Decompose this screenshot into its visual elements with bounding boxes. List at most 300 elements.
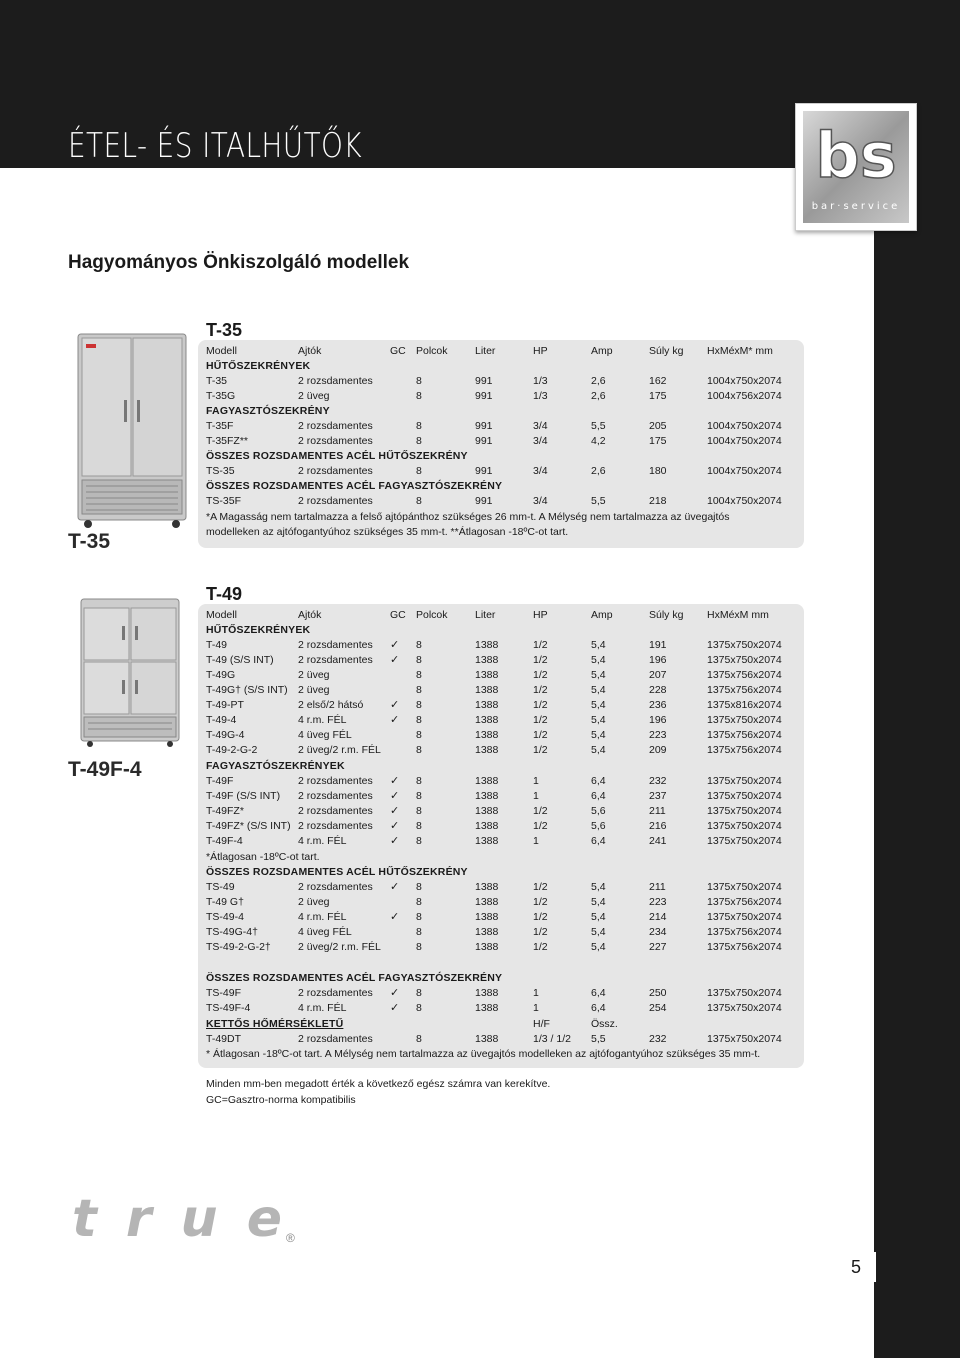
table-cell: 1/2 bbox=[533, 699, 548, 711]
table-cell: 241 bbox=[649, 835, 667, 847]
table-cell: 228 bbox=[649, 684, 667, 696]
table-row bbox=[198, 419, 804, 434]
category-label: HŰTŐSZEKRÉNYEK bbox=[206, 360, 311, 372]
table-row bbox=[198, 683, 804, 698]
t35-note-line1: *A Magasság nem tartalmazza a felső ajtópánthoz szükséges 26 mm-t. A Mélység nem tartalmazza az üvegajtós bbox=[206, 511, 730, 523]
table-cell: 8 bbox=[416, 495, 422, 507]
table-cell: 1388 bbox=[475, 775, 499, 787]
table-cell: 8 bbox=[416, 835, 422, 847]
t49f4-refrigerator-image bbox=[78, 596, 182, 748]
table-cell: 8 bbox=[416, 654, 422, 666]
col-header: Amp bbox=[591, 345, 613, 357]
table-cell: T-49FZ* (S/S INT) bbox=[206, 820, 291, 832]
t49-image-label: T-49F-4 bbox=[68, 758, 142, 781]
table-cell: 1375x750x2074 bbox=[707, 654, 782, 666]
col-header: Súly kg bbox=[649, 345, 684, 357]
table-cell: 5,4 bbox=[591, 926, 606, 938]
table-cell: 1/2 bbox=[533, 805, 548, 817]
table-cell: 214 bbox=[649, 911, 667, 923]
table-cell: 8 bbox=[416, 941, 422, 953]
table-cell: 1375x750x2074 bbox=[707, 805, 782, 817]
table-cell: 8 bbox=[416, 714, 422, 726]
gc-check-icon: ✓ bbox=[390, 987, 400, 999]
col-header: Liter bbox=[475, 345, 496, 357]
table-cell: TS-49F-4 bbox=[206, 1002, 251, 1014]
table-cell: 1/2 bbox=[533, 684, 548, 696]
gc-check-icon: ✓ bbox=[390, 714, 400, 726]
category-label: FAGYASZTÓSZEKRÉNY bbox=[206, 405, 330, 417]
table-cell: 1388 bbox=[475, 669, 499, 681]
table-cell: 1388 bbox=[475, 699, 499, 711]
category-label: ÖSSZES ROZSDAMENTES ACÉL HŰTŐSZEKRÉNY bbox=[206, 450, 468, 462]
table-row bbox=[198, 925, 804, 940]
table-row bbox=[198, 713, 804, 728]
table-cell: 1/3 / 1/2 bbox=[533, 1033, 571, 1045]
table-row bbox=[198, 910, 804, 925]
t49-fagy-note: *Átlagosan -18ºC-ot tart. bbox=[206, 851, 320, 863]
footnote-rounding: Minden mm-ben megadott érték a következő egész számra van kerekítve. bbox=[206, 1078, 551, 1090]
table-cell: 6,4 bbox=[591, 775, 606, 787]
table-cell: 2,6 bbox=[591, 390, 606, 402]
t35-note-line2: modelleken az ajtófogantyúhoz szükséges 35 mm-t. **Átlagosan -18ºC-ot tart. bbox=[206, 526, 569, 538]
table-cell: 5,4 bbox=[591, 911, 606, 923]
table-row bbox=[198, 1032, 804, 1047]
table-cell: 2 rozsdamentes bbox=[298, 1033, 373, 1045]
table-cell: T-49F-4 bbox=[206, 835, 243, 847]
table-cell: 8 bbox=[416, 744, 422, 756]
table-cell: 232 bbox=[649, 775, 667, 787]
table-cell: 1375x750x2074 bbox=[707, 790, 782, 802]
table-cell: 4 r.m. FÉL bbox=[298, 714, 347, 726]
table-cell: 2 rozsdamentes bbox=[298, 820, 373, 832]
col-header: Polcok bbox=[416, 345, 448, 357]
table-cell: 1 bbox=[533, 987, 539, 999]
table-cell: 5,4 bbox=[591, 639, 606, 651]
table-cell: 1004x750x2074 bbox=[707, 495, 782, 507]
col-header: Amp bbox=[591, 609, 613, 621]
table-cell: 991 bbox=[475, 390, 493, 402]
table-cell: 8 bbox=[416, 465, 422, 477]
table-cell: 1/3 bbox=[533, 375, 548, 387]
table-cell: 236 bbox=[649, 699, 667, 711]
table-cell: 8 bbox=[416, 435, 422, 447]
table-cell: 196 bbox=[649, 654, 667, 666]
table-cell: T-35FZ** bbox=[206, 435, 249, 447]
table-cell: 1375x750x2074 bbox=[707, 987, 782, 999]
table-cell: 1375x756x2074 bbox=[707, 941, 782, 953]
table-cell: 1375x756x2074 bbox=[707, 744, 782, 756]
gc-check-icon: ✓ bbox=[390, 699, 400, 711]
table-cell: 8 bbox=[416, 805, 422, 817]
table-cell: 1375x750x2074 bbox=[707, 639, 782, 651]
table-cell: T-35F bbox=[206, 420, 234, 432]
t35-image-label: T-35 bbox=[68, 530, 111, 553]
table-cell: TS-49-2-G-2† bbox=[206, 941, 271, 953]
gc-check-icon: ✓ bbox=[390, 790, 400, 802]
table-cell: 5,6 bbox=[591, 805, 606, 817]
table-cell: 2 rozsdamentes bbox=[298, 805, 373, 817]
t49-kettos-subheader bbox=[198, 1017, 804, 1032]
table-cell: 1388 bbox=[475, 684, 499, 696]
table-cell: 1388 bbox=[475, 987, 499, 999]
table-row bbox=[198, 834, 804, 849]
table-cell: 8 bbox=[416, 911, 422, 923]
table-cell: 8 bbox=[416, 896, 422, 908]
table-cell: 175 bbox=[649, 435, 667, 447]
table-cell: 216 bbox=[649, 820, 667, 832]
table-cell: T-49-2-G-2 bbox=[206, 744, 258, 756]
table-row bbox=[198, 743, 804, 758]
logo-tagline: bar·service bbox=[811, 201, 901, 212]
table-cell: 6,4 bbox=[591, 1002, 606, 1014]
col-header: Liter bbox=[475, 609, 496, 621]
table-cell: 4 r.m. FÉL bbox=[298, 835, 347, 847]
table-row bbox=[198, 880, 804, 895]
col-header: Modell bbox=[206, 345, 237, 357]
table-cell: 1388 bbox=[475, 941, 499, 953]
table-row bbox=[198, 789, 804, 804]
table-cell: 1/3 bbox=[533, 390, 548, 402]
table-cell: 1388 bbox=[475, 911, 499, 923]
table-cell: 2 rozsdamentes bbox=[298, 639, 373, 651]
table-cell: 6,4 bbox=[591, 790, 606, 802]
table-cell: 1375x750x2074 bbox=[707, 775, 782, 787]
table-cell: 1388 bbox=[475, 790, 499, 802]
t49-block-title: T-49 bbox=[206, 584, 243, 604]
table-cell: 250 bbox=[649, 987, 667, 999]
table-cell: 2 üveg/2 r.m. FÉL bbox=[298, 744, 381, 756]
table-cell: 1004x750x2074 bbox=[707, 465, 782, 477]
table-cell: 211 bbox=[649, 805, 666, 817]
table-cell: 4 r.m. FÉL bbox=[298, 1002, 347, 1014]
table-cell: 2 üveg/2 r.m. FÉL bbox=[298, 941, 381, 953]
table-cell: 8 bbox=[416, 881, 422, 893]
table-cell: 8 bbox=[416, 639, 422, 651]
table-cell: 1375x750x2074 bbox=[707, 714, 782, 726]
subheader-ossz: Össz. bbox=[591, 1018, 618, 1030]
table-cell: T-49G-4 bbox=[206, 729, 245, 741]
col-header: Ajtók bbox=[298, 609, 322, 621]
table-cell: TS-35F bbox=[206, 495, 242, 507]
table-cell: 1375x756x2074 bbox=[707, 896, 782, 908]
table-cell: 2 rozsdamentes bbox=[298, 987, 373, 999]
table-cell: 1388 bbox=[475, 654, 499, 666]
category-label: FAGYASZTÓSZEKRÉNYEK bbox=[206, 760, 345, 772]
table-cell: 1004x750x2074 bbox=[707, 435, 782, 447]
table-cell: 6,4 bbox=[591, 835, 606, 847]
table-row bbox=[198, 653, 804, 668]
gc-check-icon: ✓ bbox=[390, 820, 400, 832]
table-cell: 5,4 bbox=[591, 729, 606, 741]
table-cell: 8 bbox=[416, 390, 422, 402]
table-cell: T-49-PT bbox=[206, 699, 244, 711]
table-cell: 196 bbox=[649, 714, 667, 726]
table-cell: 205 bbox=[649, 420, 667, 432]
section-title: Hagyományos Önkiszolgáló modellek bbox=[68, 252, 410, 273]
table-cell: 1/2 bbox=[533, 881, 548, 893]
gc-check-icon: ✓ bbox=[390, 639, 400, 651]
table-row bbox=[198, 698, 804, 713]
table-cell: 4 r.m. FÉL bbox=[298, 911, 347, 923]
table-cell: 1388 bbox=[475, 835, 499, 847]
table-cell: 209 bbox=[649, 744, 667, 756]
col-header: HxMéxM mm bbox=[707, 609, 769, 621]
table-cell: 1375x750x2074 bbox=[707, 1033, 782, 1045]
table-cell: 8 bbox=[416, 926, 422, 938]
t35-refrigerator-image bbox=[74, 330, 190, 530]
table-cell: 237 bbox=[649, 790, 667, 802]
table-cell: 5,5 bbox=[591, 1033, 606, 1045]
table-cell: T-49G† (S/S INT) bbox=[206, 684, 288, 696]
gc-check-icon: ✓ bbox=[390, 1002, 400, 1014]
table-row bbox=[198, 728, 804, 743]
table-row bbox=[198, 1001, 804, 1016]
table-cell: 991 bbox=[475, 495, 493, 507]
table-cell: 1388 bbox=[475, 896, 499, 908]
table-cell: 1375x750x2074 bbox=[707, 881, 782, 893]
table-cell: 1004x756x2074 bbox=[707, 390, 782, 402]
table-cell: 2 rozsdamentes bbox=[298, 881, 373, 893]
table-cell: 1375x750x2074 bbox=[707, 820, 782, 832]
table-cell: 4 üveg FÉL bbox=[298, 926, 352, 938]
col-header: GC bbox=[390, 609, 406, 621]
category-label: ÖSSZES ROZSDAMENTES ACÉL HŰTŐSZEKRÉNY bbox=[206, 866, 468, 878]
table-cell: T-49DT bbox=[206, 1033, 242, 1045]
table-cell: 218 bbox=[649, 495, 667, 507]
gc-check-icon: ✓ bbox=[390, 775, 400, 787]
table-cell: 2 rozsdamentes bbox=[298, 654, 373, 666]
table-cell: 1375x816x2074 bbox=[707, 699, 782, 711]
table-cell: TS-49F bbox=[206, 987, 242, 999]
table-cell: TS-49-4 bbox=[206, 911, 244, 923]
table-cell: 1/2 bbox=[533, 654, 548, 666]
gc-check-icon: ✓ bbox=[390, 654, 400, 666]
table-cell: 234 bbox=[649, 926, 667, 938]
table-cell: 1/2 bbox=[533, 926, 548, 938]
table-row bbox=[198, 819, 804, 834]
col-header: Polcok bbox=[416, 609, 448, 621]
table-cell: 5,4 bbox=[591, 714, 606, 726]
table-cell: 8 bbox=[416, 669, 422, 681]
table-cell: 991 bbox=[475, 435, 493, 447]
table-cell: 1/2 bbox=[533, 941, 548, 953]
table-cell: 1004x750x2074 bbox=[707, 420, 782, 432]
table-cell: 175 bbox=[649, 390, 667, 402]
logo-letters: bs bbox=[815, 119, 897, 192]
registered-mark: ® bbox=[286, 1231, 295, 1245]
t49-column-headers bbox=[198, 608, 804, 623]
table-cell: 1/2 bbox=[533, 911, 548, 923]
table-cell: 1388 bbox=[475, 639, 499, 651]
table-row bbox=[198, 940, 804, 955]
table-cell: 162 bbox=[649, 375, 667, 387]
footnote-gc: GC=Gasztro-norma kompatibilis bbox=[206, 1094, 356, 1106]
table-row bbox=[198, 389, 804, 404]
table-cell: 2 rozsdamentes bbox=[298, 375, 373, 387]
table-cell: 180 bbox=[649, 465, 667, 477]
page-header-title: ÉTEL- ÉS ITALHŰTŐK bbox=[68, 126, 363, 166]
table-cell: T-49-4 bbox=[206, 714, 237, 726]
table-cell: 2,6 bbox=[591, 375, 606, 387]
table-cell: T-49 bbox=[206, 639, 228, 651]
table-cell: 1/2 bbox=[533, 744, 548, 756]
table-row bbox=[198, 464, 804, 479]
table-cell: 1375x756x2074 bbox=[707, 729, 782, 741]
table-row bbox=[198, 374, 804, 389]
table-cell: 5,4 bbox=[591, 744, 606, 756]
logo-inner bbox=[803, 111, 909, 223]
table-cell: T-49G bbox=[206, 669, 236, 681]
t35-block-title: T-35 bbox=[206, 320, 243, 340]
table-cell: 2,6 bbox=[591, 465, 606, 477]
col-header: HP bbox=[533, 345, 548, 357]
table-cell: 207 bbox=[649, 669, 667, 681]
table-cell: 8 bbox=[416, 820, 422, 832]
table-cell: 6,4 bbox=[591, 987, 606, 999]
table-cell: 5,4 bbox=[591, 654, 606, 666]
true-brand-logo bbox=[68, 1192, 298, 1246]
table-cell: 5,4 bbox=[591, 941, 606, 953]
table-row bbox=[198, 986, 804, 1001]
table-cell: 232 bbox=[649, 1033, 667, 1045]
table-cell: 8 bbox=[416, 699, 422, 711]
table-cell: 3/4 bbox=[533, 435, 548, 447]
t49-final-note: * Átlagosan -18ºC-ot tart. A Mélység nem tartalmazza az üvegajtós modelleken az ajtófogantyúhoz szükséges 35 mm-t. bbox=[206, 1048, 761, 1060]
table-cell: 2 üveg bbox=[298, 669, 330, 681]
table-cell: T-49F (S/S INT) bbox=[206, 790, 281, 802]
bs-logo-icon bbox=[811, 115, 901, 195]
t35-column-headers bbox=[198, 344, 804, 359]
table-row bbox=[198, 638, 804, 653]
table-cell: 8 bbox=[416, 375, 422, 387]
table-cell: 2 első/2 hátsó bbox=[298, 699, 364, 711]
table-cell: 2 üveg bbox=[298, 684, 330, 696]
table-cell: 2 rozsdamentes bbox=[298, 465, 373, 477]
table-cell: 8 bbox=[416, 729, 422, 741]
table-cell: 1388 bbox=[475, 1033, 499, 1045]
table-cell: 1/2 bbox=[533, 639, 548, 651]
table-cell: 5,4 bbox=[591, 881, 606, 893]
table-cell: 1388 bbox=[475, 744, 499, 756]
table-cell: 1388 bbox=[475, 820, 499, 832]
table-cell: 211 bbox=[649, 881, 666, 893]
category-label: ÖSSZES ROZSDAMENTES ACÉL FAGYASZTÓSZEKRÉNY bbox=[206, 480, 503, 492]
table-cell: 5,4 bbox=[591, 684, 606, 696]
table-cell: T-35 bbox=[206, 375, 228, 387]
table-row bbox=[198, 895, 804, 910]
table-cell: 1/2 bbox=[533, 820, 548, 832]
table-cell: 1375x750x2074 bbox=[707, 1002, 782, 1014]
table-cell: 2 rozsdamentes bbox=[298, 420, 373, 432]
gc-check-icon: ✓ bbox=[390, 881, 400, 893]
table-cell: 1375x750x2074 bbox=[707, 911, 782, 923]
t49-spec-panel bbox=[198, 604, 804, 1068]
table-cell: 5,4 bbox=[591, 699, 606, 711]
table-cell: 3/4 bbox=[533, 420, 548, 432]
table-cell: 8 bbox=[416, 1033, 422, 1045]
table-cell: 1375x750x2074 bbox=[707, 835, 782, 847]
table-cell: 3/4 bbox=[533, 495, 548, 507]
table-cell: T-49 G† bbox=[206, 896, 244, 908]
table-row bbox=[198, 494, 804, 509]
col-header: Modell bbox=[206, 609, 237, 621]
table-cell: 2 rozsdamentes bbox=[298, 435, 373, 447]
table-cell: 4,2 bbox=[591, 435, 606, 447]
table-cell: 1375x756x2074 bbox=[707, 684, 782, 696]
table-cell: 8 bbox=[416, 420, 422, 432]
table-cell: 223 bbox=[649, 729, 667, 741]
table-cell: 1004x750x2074 bbox=[707, 375, 782, 387]
col-header: HxMéxM* mm bbox=[707, 345, 773, 357]
table-cell: 1388 bbox=[475, 1002, 499, 1014]
t35-spec-panel bbox=[198, 340, 804, 548]
table-cell: 8 bbox=[416, 790, 422, 802]
table-cell: 1375x756x2074 bbox=[707, 669, 782, 681]
bar-service-logo bbox=[795, 103, 917, 231]
col-header: GC bbox=[390, 345, 406, 357]
table-cell: 1 bbox=[533, 1002, 539, 1014]
table-cell: 1/2 bbox=[533, 714, 548, 726]
table-cell: 991 bbox=[475, 375, 493, 387]
table-cell: 4 üveg FÉL bbox=[298, 729, 352, 741]
table-cell: 223 bbox=[649, 896, 667, 908]
table-cell: 2 rozsdamentes bbox=[298, 775, 373, 787]
table-cell: TS-49 bbox=[206, 881, 235, 893]
table-cell: 227 bbox=[649, 941, 667, 953]
gc-check-icon: ✓ bbox=[390, 911, 400, 923]
table-cell: T-49FZ* bbox=[206, 805, 244, 817]
table-cell: 1375x756x2074 bbox=[707, 926, 782, 938]
table-cell: 8 bbox=[416, 987, 422, 999]
table-cell: TS-35 bbox=[206, 465, 235, 477]
table-cell: 1/2 bbox=[533, 669, 548, 681]
table-cell: T-49 (S/S INT) bbox=[206, 654, 274, 666]
table-cell: 1388 bbox=[475, 926, 499, 938]
table-cell: 1388 bbox=[475, 714, 499, 726]
table-cell: 991 bbox=[475, 465, 493, 477]
table-cell: 2 üveg bbox=[298, 390, 330, 402]
table-cell: 8 bbox=[416, 1002, 422, 1014]
category-label-kettos: KETTŐS HŐMÉRSÉKLETŰ bbox=[206, 1018, 344, 1030]
subheader-hf: H/F bbox=[533, 1018, 550, 1030]
gc-check-icon: ✓ bbox=[390, 835, 400, 847]
table-cell: 1 bbox=[533, 835, 539, 847]
table-cell: 191 bbox=[649, 639, 667, 651]
true-logo-text: true bbox=[72, 1192, 282, 1246]
page-number: 5 bbox=[836, 1252, 876, 1282]
table-cell: 991 bbox=[475, 420, 493, 432]
table-cell: 5,5 bbox=[591, 420, 606, 432]
table-cell: 2 rozsdamentes bbox=[298, 790, 373, 802]
table-row bbox=[198, 774, 804, 789]
table-row bbox=[198, 668, 804, 683]
table-row bbox=[198, 434, 804, 449]
table-cell: 5,5 bbox=[591, 495, 606, 507]
table-cell: 1 bbox=[533, 775, 539, 787]
table-cell: 2 rozsdamentes bbox=[298, 495, 373, 507]
col-header: Súly kg bbox=[649, 609, 684, 621]
category-label: HŰTŐSZEKRÉNYEK bbox=[206, 624, 311, 636]
category-label: ÖSSZES ROZSDAMENTES ACÉL FAGYASZTÓSZEKRÉNY bbox=[206, 972, 503, 984]
col-header: Ajtók bbox=[298, 345, 322, 357]
table-cell: 8 bbox=[416, 775, 422, 787]
table-cell: 8 bbox=[416, 684, 422, 696]
table-cell: 1 bbox=[533, 790, 539, 802]
table-row bbox=[198, 804, 804, 819]
table-cell: 1388 bbox=[475, 805, 499, 817]
table-cell: 5,4 bbox=[591, 896, 606, 908]
table-cell: T-35G bbox=[206, 390, 236, 402]
